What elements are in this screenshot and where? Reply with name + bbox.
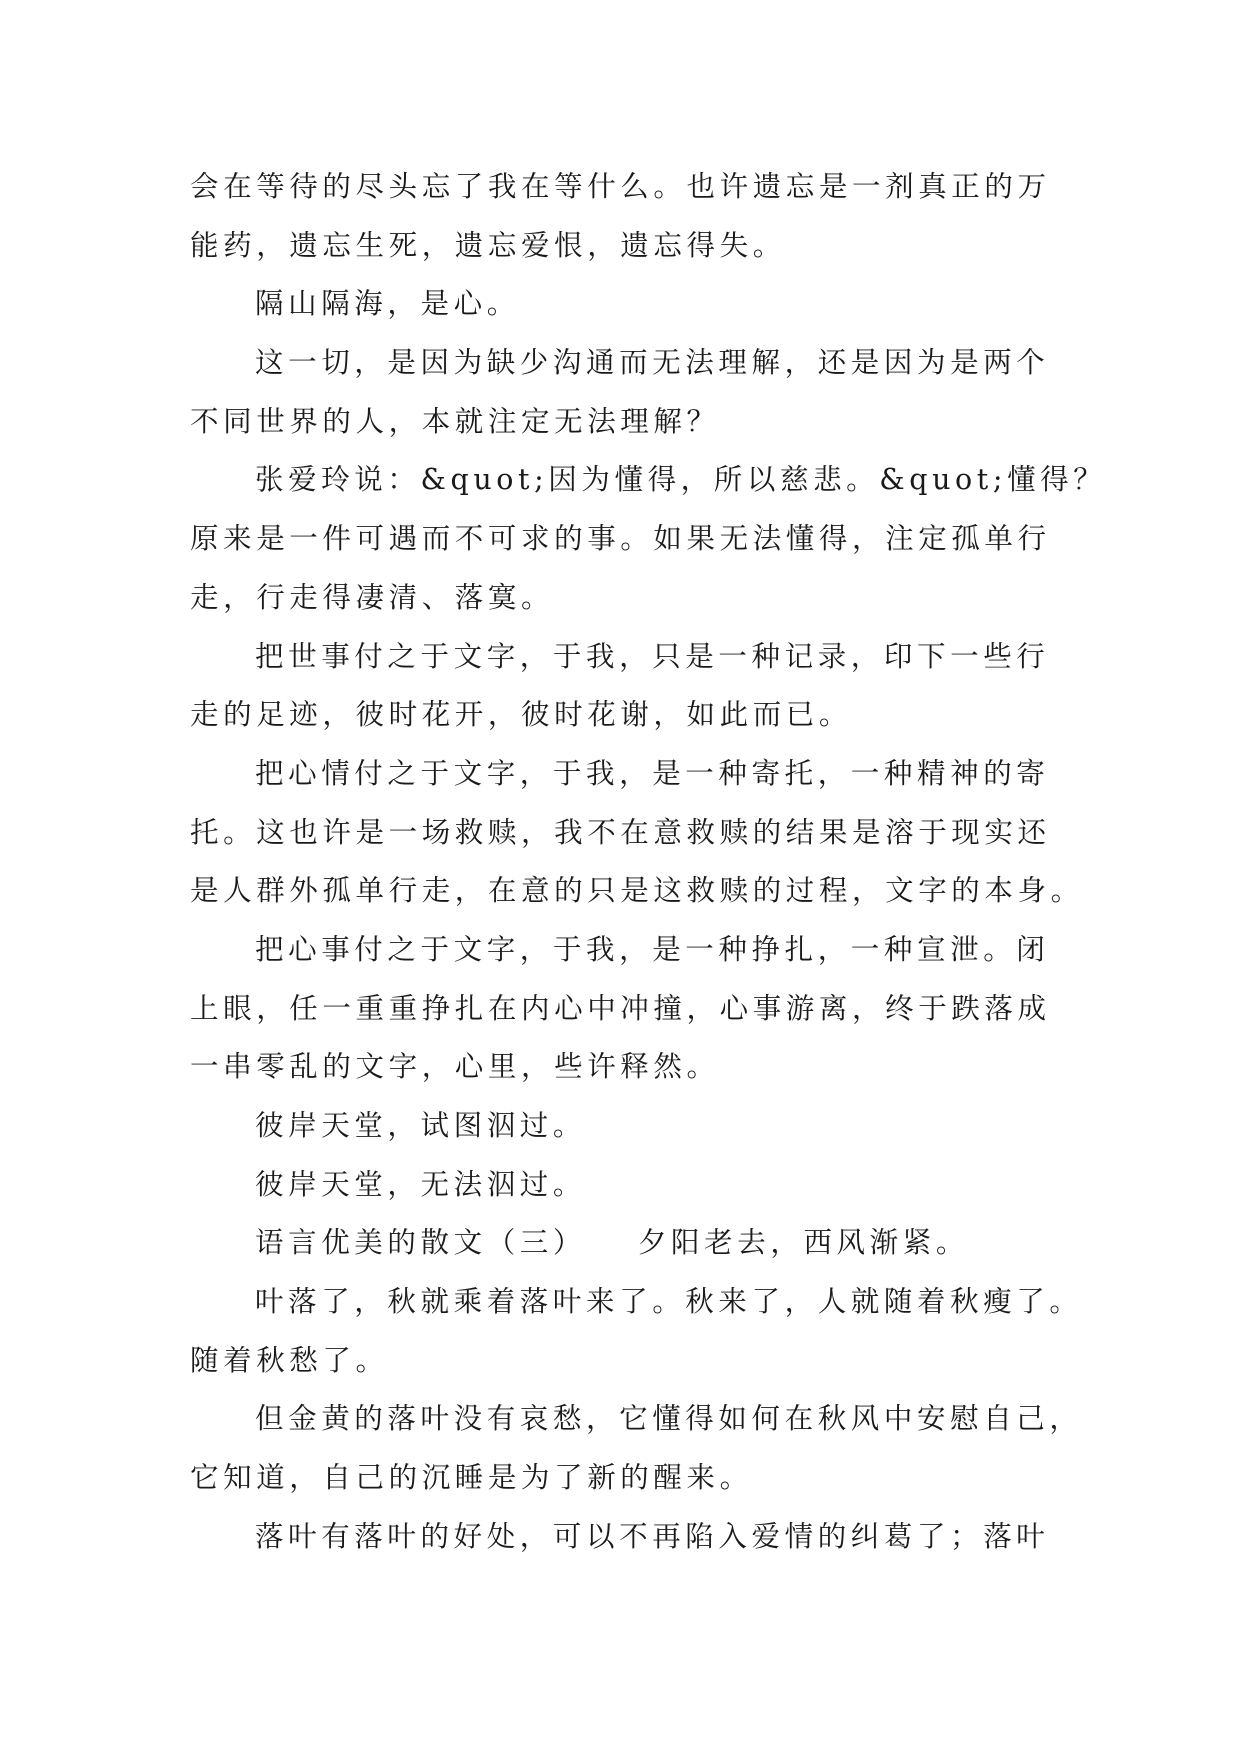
text-line: 不同世界的人，本就注定无法理解？ <box>190 404 720 438</box>
text-line: 它知道，自己的沉睡是为了新的醒来。 <box>190 1461 753 1495</box>
text-line: 彼岸天堂，试图泅过。 <box>255 1109 587 1142</box>
text-line: 把世事付之于文字，于我，只是一种记录，印下一些行 <box>255 639 1050 673</box>
document-body <box>190 158 1107 1567</box>
text-line: 走的足迹，彼时花开，彼时花谢，如此而已。 <box>190 698 853 732</box>
text-line: 走，行走得凄清、落寞。 <box>190 580 555 614</box>
text-line: 语言优美的散文（三） 夕阳老去，西风渐紧。 <box>255 1226 969 1260</box>
text-line: 是人群外孤单行走，在意的只是这救赎的过程，文字的本身。 <box>190 874 1084 908</box>
text-line: 这一切，是因为缺少沟通而无法理解，还是因为是两个 <box>255 346 1050 380</box>
text-line: 彼岸天堂，无法泅过。 <box>255 1167 587 1201</box>
text-line: 叶落了，秋就乘着落叶来了。秋来了，人就随着秋瘦了。 <box>255 1285 1083 1319</box>
text-line: 但金黄的落叶没有哀愁，它懂得如何在秋风中安慰自己， <box>255 1402 1083 1436</box>
text-line: 能药，遗忘生死，遗忘爱恨，遗忘得失。 <box>190 228 786 262</box>
text-line: 原来是一件可遇而不可求的事。如果无法懂得，注定孤单行 <box>190 522 1051 556</box>
text-line: 一串零乱的文字，心里，些许释然。 <box>190 1050 720 1084</box>
text-line: 随着秋愁了。 <box>190 1343 389 1377</box>
text-line: 张爱玲说：&quot;因为懂得，所以慈悲。&quot;懂得？ <box>255 463 1107 497</box>
text-line: 上眼，任一重重挣扎在内心中冲撞，心事游离，终于跌落成 <box>190 991 1051 1025</box>
text-line: 落叶有落叶的好处，可以不再陷入爱情的纠葛了；落叶 <box>255 1519 1050 1553</box>
text-line: 托。这也许是一场救赎，我不在意救赎的结果是溶于现实还 <box>190 815 1051 849</box>
text-line: 把心事付之于文字，于我，是一种挣扎，一种宣泄。闭 <box>255 932 1050 966</box>
text-line: 把心情付之于文字，于我，是一种寄托，一种精神的寄 <box>255 756 1050 790</box>
text-line: 会在等待的尽头忘了我在等什么。也许遗忘是一剂真正的万 <box>190 170 1051 203</box>
text-line: 隔山隔海，是心。 <box>255 287 520 321</box>
